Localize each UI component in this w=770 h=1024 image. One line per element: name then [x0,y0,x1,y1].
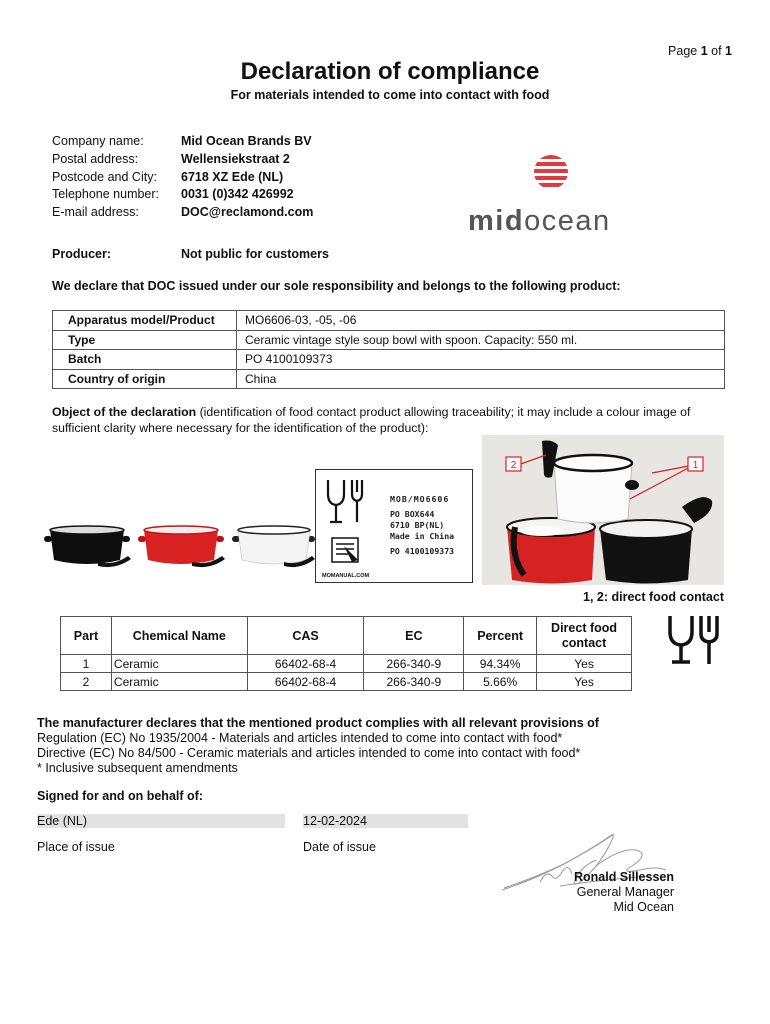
product-table [52,310,725,389]
email-label: E-mail address: [52,205,139,219]
callout-2: 2 [510,460,517,471]
label-line: Made in China [390,531,455,541]
product-key: Apparatus model/Product [53,311,237,331]
column-header: Part [61,617,112,655]
glass-fork-icon [328,480,362,522]
signer-company: Mid Ocean [613,900,674,914]
product-value: PO 4100109373 [237,350,725,370]
table-cell: 266-340-9 [364,673,464,691]
table-cell: 2 [61,673,112,691]
manufacturer-statement [37,716,599,776]
table-row [53,311,725,331]
table-cell: 66402-68-4 [247,673,364,691]
product-value: China [237,369,725,389]
food-safe-glass-fork-icon [665,612,723,668]
table-row [61,655,632,673]
product-key: Type [53,330,237,350]
place-caption: Place of issue [37,840,115,854]
postal-address-value: Wellensiekstraat 2 [181,152,290,166]
column-header: EC [364,617,464,655]
postal-address-label: Postal address: [52,152,139,166]
regulation-line: Regulation (EC) No 1935/2004 - Materials and articles intended to come into contact with food* [37,731,563,745]
manual-icon [332,538,358,562]
product-bowls-image [36,520,316,580]
manufacturer-heading: The manufacturer declares that the mentioned product complies with all relevant provisions of [37,716,599,730]
table-cell: Yes [537,655,632,673]
label-footer: MOMANUAL.COM [322,573,370,579]
date-caption: Date of issue [303,840,376,854]
product-photo [482,435,724,585]
declaration-statement: We declare that DOC issued under our sole responsibility and belongs to the following product: [52,279,621,293]
logo-wordmark: midocean [468,205,611,237]
place-field: Ede (NL) [37,814,285,828]
table-cell: Yes [537,673,632,691]
email-value: DOC@reclamond.com [181,205,314,219]
page-subtitle: For materials intended to come into contact with food [230,88,550,102]
directive-line: Directive (EC) No 84/500 - Ceramic materials and articles intended to come into contact with food* [37,746,581,760]
page-number: Page 1 of 1 [668,44,732,58]
product-key: Batch [53,350,237,370]
table-header-row [61,617,632,655]
chemical-table [60,616,632,691]
producer-label: Producer: [52,247,112,261]
label-line: 6710 BP(NL) [390,520,445,530]
signer-name: Ronald Sillessen [573,870,674,884]
column-header: Chemical Name [111,617,247,655]
telephone-label: Telephone number: [52,187,160,201]
postcode-city-label: Postcode and City: [52,170,157,184]
label-line: PO BOX644 [390,509,435,519]
company-name-value: Mid Ocean Brands BV [181,134,312,148]
table-cell: Ceramic [111,655,247,673]
table-row [53,330,725,350]
producer-value: Not public for customers [181,247,329,261]
table-cell: Ceramic [111,673,247,691]
product-value: MO6606-03, -05, -06 [237,311,725,331]
table-cell: 266-340-9 [364,655,464,673]
telephone-value: 0031 (0)342 426992 [181,187,294,201]
page-title: Declaration of compliance [240,58,540,85]
label-line: PO 4100109373 [390,546,455,556]
label-line: MOB/MO6606 [390,494,450,504]
midocean-logo [468,150,638,240]
table-cell: 1 [61,655,112,673]
product-key: Country of origin [53,369,237,389]
date-field: 12-02-2024 [303,814,468,828]
table-row [53,369,725,389]
signer-block [574,870,674,915]
object-of-declaration: Object of the declaration (identification of food contact product allowing traceability; it may include a colour image of sufficient clarity where necessary for the identification of the product): [52,405,691,435]
product-label-image [315,469,473,583]
amendments-note: * Inclusive subsequent amendments [37,761,238,775]
signed-label: Signed for and on behalf of: [37,789,203,803]
column-header: Direct food contact [537,617,632,655]
column-header: CAS [247,617,364,655]
signer-title: General Manager [576,885,674,899]
table-cell: 5.66% [464,673,537,691]
callout-1: 1 [692,460,699,471]
table-cell: 66402-68-4 [247,655,364,673]
food-contact-note: 1, 2: direct food contact [583,590,724,604]
table-row [53,350,725,370]
column-header: Percent [464,617,537,655]
product-value: Ceramic vintage style soup bowl with spoon. Capacity: 550 ml. [237,330,725,350]
table-cell: 94.34% [464,655,537,673]
company-name-label: Company name: [52,134,144,148]
postcode-city-value: 6718 XZ Ede (NL) [181,170,284,184]
table-row [61,673,632,691]
